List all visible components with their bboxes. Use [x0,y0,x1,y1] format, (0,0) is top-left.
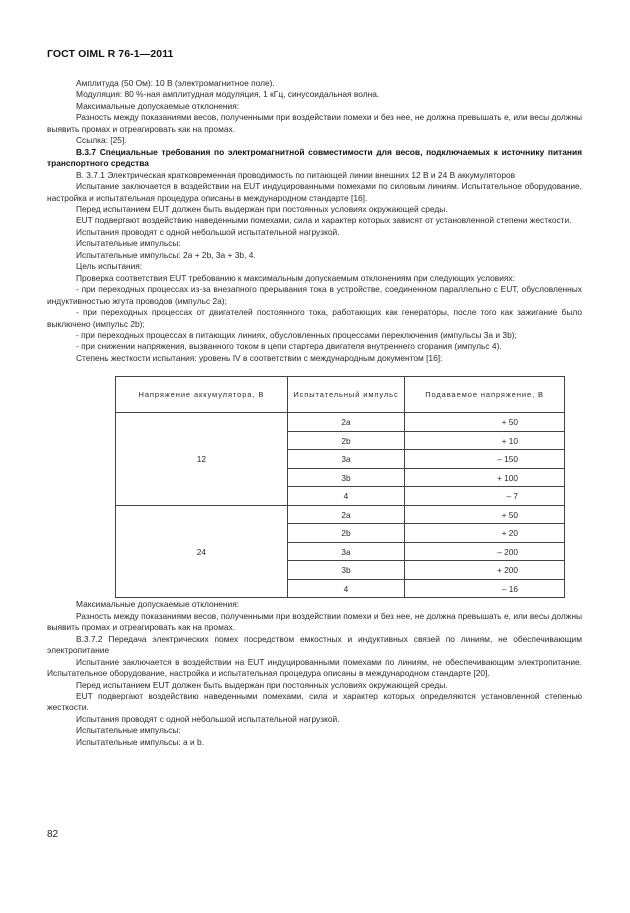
table-row [116,413,565,432]
battery-voltage-cell: 12 [116,413,288,506]
paragraph: - при снижении напряжения, вызванного током в цепи стартера двигателя внутреннего сгорания (импульс 4). [76,341,502,352]
table-body [116,413,565,598]
paragraph: Проверка соответствия EUT требованию к максимальным допускаемым отклонениям при следующих условиях: [76,272,515,283]
test-pulse-cell: 4 [287,579,404,598]
test-pulse-cell: 3a [287,450,404,469]
test-pulse-table [115,376,565,598]
section-heading: В.3.7 Специальные требования по электромагнитной совместимости для весов, подключаемых к источнику питания транспортного средства [47,146,582,169]
paragraph: В.3.7.2 Передача электрических помех посредством емкостных и индуктивных связей по линиям, не обеспечивающим электропитание [47,633,582,656]
paragraph: - при переходных процессах от двигателей постоянного тока, работающих как генераторы, после того как зажигание было выключено (импульс 2b); [47,307,582,329]
document-header: ГОСТ OIML R 76-1—2011 [47,48,174,60]
paragraph: Испытательные импульсы: [76,238,181,249]
battery-voltage-cell: 24 [116,505,288,598]
top-paragraphs [47,78,582,364]
paragraph: Разность между показаниями весов, полученными при воздействии помехи и без нее, не должна превышать е, или весы должны выявить промах и отреагировать как на промах. [47,610,582,633]
test-pulse-cell: 2a [287,413,404,432]
paragraph: EUT подвергают воздействию наведенными помехами, сила и характер которых зависят от установленной степени жесткости. [76,215,572,226]
paragraph: В. 3.7.1 Электрическая кратковременная проводимость по питающей линии внешних 12 В и 24 В аккумуляторов [76,169,516,180]
header-applied-voltage: Подаваемое напряжение, В [405,377,565,413]
table-row [116,505,565,524]
applied-voltage-cell: – 16 [405,579,565,598]
paragraph: Испытательные импульсы: 2a + 2b, 3a + 3b, 4. [76,249,256,260]
page-content [47,78,582,748]
test-pulse-cell: 3b [287,561,404,580]
table-wrapper [47,364,582,599]
applied-voltage-cell: – 150 [405,450,565,469]
paragraph: Максимальные допускаемые отклонения: [76,599,240,610]
test-pulse-cell: 4 [287,487,404,506]
applied-voltage-cell: + 100 [405,468,565,487]
paragraph: EUT подвергают воздействию наведенными помехами, сила и характер которых определяются установленной степенью жесткости. [47,690,582,713]
header-test-pulse: Испытательный импульс [287,377,404,413]
page-number: 82 [47,829,59,840]
paragraph: Перед испытанием EUT должен быть выдержан при постоянных условиях окружающей среды. [76,679,448,690]
applied-voltage-cell: – 7 [405,487,565,506]
paragraph: Ссылка: [25]. [76,135,127,146]
applied-voltage-cell: + 200 [405,561,565,580]
paragraph: Испытания проводят с одной небольшой испытательной нагрузкой. [76,226,340,237]
applied-voltage-cell: + 10 [405,431,565,450]
test-pulse-cell: 3a [287,542,404,561]
table-header-row [116,377,565,413]
applied-voltage-cell: + 20 [405,524,565,543]
applied-voltage-cell: + 50 [405,505,565,524]
applied-voltage-cell: – 200 [405,542,565,561]
paragraph: - при переходных процессах из-за внезапного прерывания тока в устройстве, соединенном параллельно с EUT, обусловленных индуктивностью жгута проводов (импульс 2a); [47,284,582,306]
paragraph: - при переходных процессах в питающих линиях, обусловленных процессами переключения (импульсы 3a и 3b); [76,329,517,340]
paragraph: Испытание заключается в воздействии на EUT индуцированными помехами по силовым линиям. Испытательное оборудование, настройка и испытательная процедура описаны в международном стандарте [16]. [47,181,582,203]
paragraph: Максимальные допускаемые отклонения: [76,100,240,111]
paragraph: Испытания проводят с одной небольшой испытательной нагрузкой. [76,713,340,724]
applied-voltage-cell: + 50 [405,413,565,432]
paragraph: Испытательные импульсы: [76,725,181,736]
paragraph: Модуляция: 80 %-ная амплитудная модуляция, 1 кГц, синусоидальная волна. [76,89,380,100]
header-battery-voltage: Напряжение аккумулятора, В [116,377,288,413]
paragraph: Перед испытанием EUT должен быть выдержан при постоянных условиях окружающей среды. [76,203,448,214]
paragraph: Испытание заключается в воздействии на EUT индуцированными помехами по линиям, не обеспечивающим электропитание. Испытательное оборудование, настройка и испытательная процедура описаны в международном стандарте [20]. [47,656,582,679]
test-pulse-cell: 2b [287,524,404,543]
paragraph: Степень жесткости испытания: уровень IV в соответствии с международным документом [16]: [76,352,443,363]
test-pulse-cell: 3b [287,468,404,487]
paragraph: Амплитуда (50 Ом): 10 В (электромагнитное поле). [76,78,275,88]
test-pulse-cell: 2a [287,505,404,524]
paragraph: Разность между показаниями весов, полученными при воздействии помехи и без нее, не должна превышать е, или весы должны выявить промах и отреагировать как на промах. [47,112,582,134]
test-pulse-cell: 2b [287,431,404,450]
bottom-paragraphs [47,599,582,748]
paragraph: Испытательные импульсы: a и b. [76,736,205,747]
paragraph: Цель испытания: [76,261,143,272]
